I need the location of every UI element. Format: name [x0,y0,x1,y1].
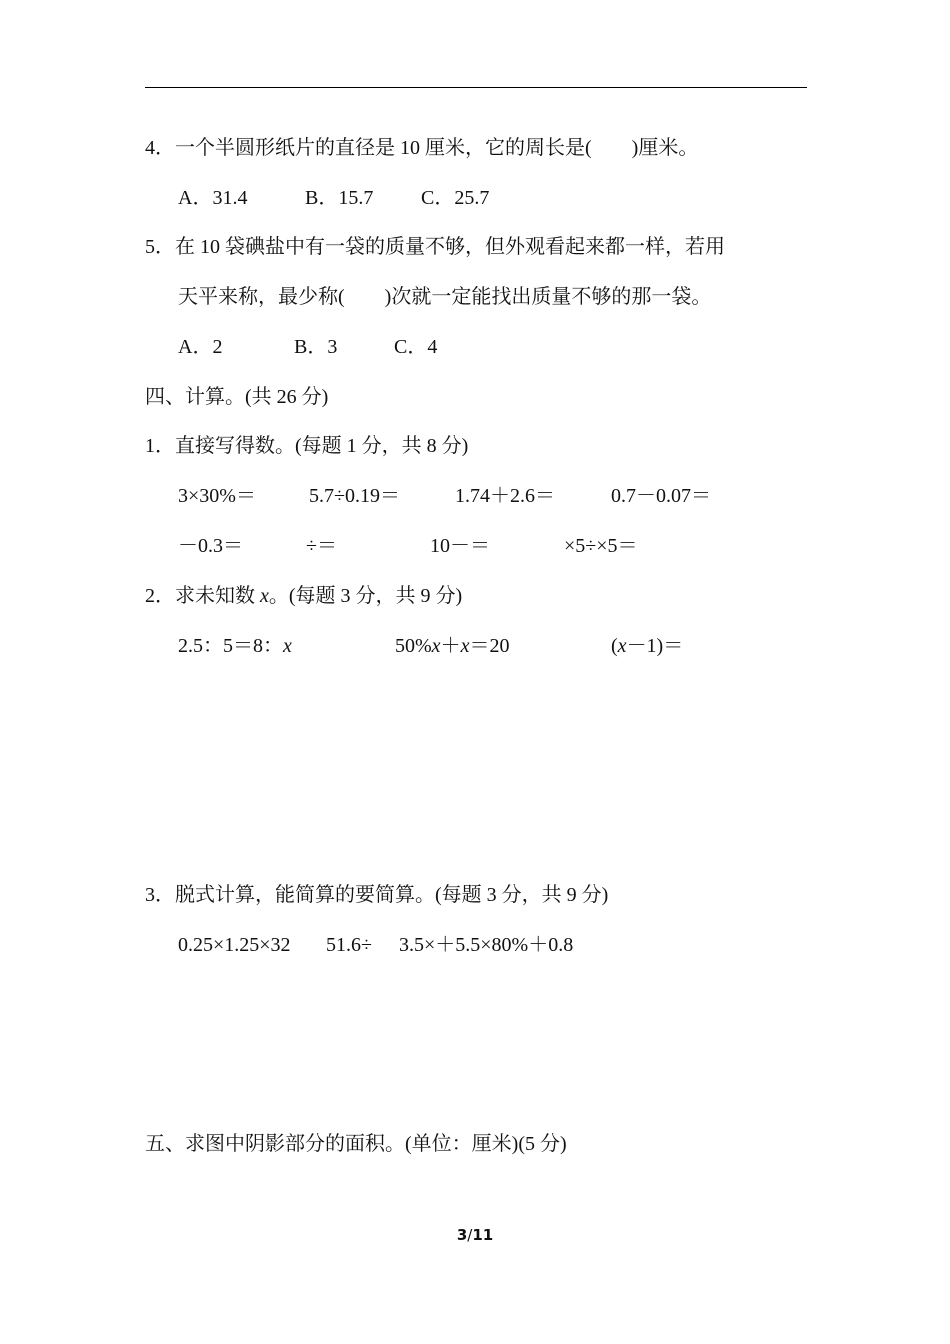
q4-options [178,186,778,282]
variable-x: x [460,635,470,657]
eq-text: ＝20 [469,635,510,657]
eq-text: ( [611,635,618,657]
variable-x: x [431,635,441,657]
q4-option-a: A．31.4 [178,187,248,209]
calc-item: 0.7－0.07＝ [611,485,711,507]
q5-stem-line1: 5．在 10 袋碘盐中有一袋的质量不够，但外观看起来都一样，若用 [145,236,725,258]
equation-1 [178,634,292,658]
variable-x: x [260,585,269,607]
q5-stem-line2: 天平来称，最少称( )次就一定能找出质量不够的那一袋。 [178,286,712,308]
calc-item: 3.5×＋5.5×80%＋0.8 [399,934,574,956]
section5-heading: 五、求图中阴影部分的面积。(单位：厘米)(5 分) [145,1133,567,1155]
header-rule [145,87,807,88]
calc-item: 3×30%＝ [178,485,256,507]
q5-option-c: C．4 [394,336,438,358]
calc-part2-equations [178,634,798,730]
q4-option-b: B．15.7 [305,187,374,209]
q5-option-a: A．2 [178,336,223,358]
page-separator: / [467,1226,473,1244]
calc-item: 51.6÷ [326,934,372,956]
eq-text: 2.5：5＝8： [178,635,283,657]
equation-2 [395,634,509,658]
calc-item: 5.7÷0.19＝ [309,485,400,507]
variable-x: x [283,635,292,657]
section4-heading: 四、计算。(共 26 分) [145,386,329,408]
calc-part3-items [178,933,798,1029]
q4-option-c: C．25.7 [421,187,490,209]
eq-text: 50% [395,635,432,657]
page-number [0,1226,950,1244]
calc-part2-title [145,584,462,608]
q5-options [178,335,778,431]
title-text: 2．求未知数 [145,585,260,607]
title-text: 。(每题 3 分，共 9 分) [268,585,463,607]
q5-option-b: B．3 [294,336,338,358]
page-total: 11 [472,1226,494,1244]
calc-item: －0.3＝ [178,535,243,557]
calc-part3-title: 3．脱式计算，能简算的要简算。(每题 3 分，共 9 分) [145,884,609,906]
calc-item: 1.74＋2.6＝ [455,485,555,507]
calc-item: 10－＝ [430,535,490,557]
eq-text: ＋ [440,635,461,657]
eq-text: －1)＝ [626,635,684,657]
calc-item: 0.25×1.25×32 [178,934,291,956]
page-current: 3 [456,1226,468,1244]
equation-3 [611,634,683,658]
calc-part1-title: 1．直接写得数。(每题 1 分，共 8 分) [145,435,469,457]
calc-item: ×5÷×5＝ [564,535,638,557]
variable-x: x [617,635,627,657]
calc-item: ÷＝ [306,535,337,557]
q4-stem: 4．一个半圆形纸片的直径是 10 厘米，它的周长是( )厘米。 [145,137,699,159]
